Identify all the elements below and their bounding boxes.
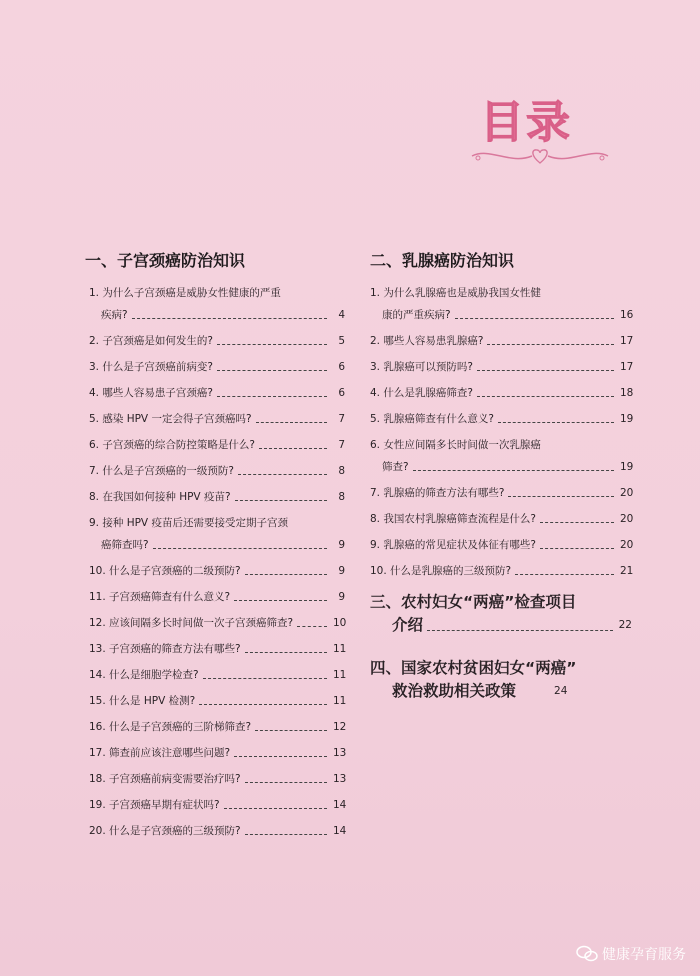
page-number: 8: [338, 491, 345, 503]
section-heading: 二、乳腺癌防治知识: [370, 251, 515, 270]
entry-title-cont: 癌筛查吗?: [101, 539, 149, 551]
dot-leader: [477, 370, 614, 371]
entry-title: 4. 哪些人容易患子宫颈癌?: [89, 387, 213, 399]
dot-leader: [217, 370, 327, 371]
dot-leader: [515, 574, 614, 575]
entry-title: 3. 什么是子宫颈癌前病变?: [89, 361, 213, 373]
dot-leader: [234, 756, 327, 757]
heart-ornament-icon: [470, 145, 610, 167]
entry-title: 14. 什么是细胞学检查?: [89, 669, 199, 681]
page-number: 13: [333, 773, 347, 785]
entry-title: 10. 什么是子宫颈癌的二级预防?: [89, 565, 241, 577]
page-title: 目录: [480, 97, 572, 148]
page-number: 10: [333, 617, 347, 629]
page-number: 14: [333, 799, 347, 811]
section-heading: 一、子宫颈癌防治知识: [85, 251, 246, 270]
dot-leader: [498, 422, 614, 423]
entry-title: 12. 应该间隔多长时间做一次子宫颈癌筛查?: [89, 617, 294, 629]
entry-title: 8. 我国农村乳腺癌筛查流程是什么?: [370, 513, 536, 525]
page-number: 14: [333, 825, 347, 837]
watermark-text: 健康孕育服务: [602, 947, 686, 963]
entry-title: 9. 乳腺癌的常见症状及体征有哪些?: [370, 539, 536, 551]
entry-title: 5. 感染 HPV 一定会得子宫颈癌吗?: [89, 413, 252, 425]
toc-entry[interactable]: [89, 772, 345, 786]
entry-title-cont: 筛查?: [382, 461, 409, 473]
entry-title: 1. 为什么子宫颈癌是威胁女性健康的严重: [89, 287, 281, 299]
toc-entry[interactable]: [370, 360, 632, 374]
dot-leader: [153, 548, 327, 549]
entry-title: 2. 哪些人容易患乳腺癌?: [370, 335, 484, 347]
toc-entry[interactable]: [370, 412, 632, 426]
toc-entry[interactable]: [89, 386, 345, 400]
wechat-icon: [576, 945, 598, 963]
dot-leader: [259, 448, 327, 449]
dot-leader: [245, 574, 327, 575]
page-number: 6: [338, 387, 345, 399]
dot-leader: [235, 500, 327, 501]
page-number: 20: [620, 513, 634, 525]
toc-section-3[interactable]: [370, 592, 632, 636]
page-number: 20: [620, 539, 634, 551]
page-number: 7: [338, 413, 345, 425]
dot-leader: [245, 652, 327, 653]
page-number: 4: [338, 309, 345, 321]
dot-leader: [245, 834, 327, 835]
page-number: 9: [338, 565, 345, 577]
page-number: 17: [620, 361, 634, 373]
entry-title: 7. 什么是子宫颈癌的一级预防?: [89, 465, 234, 477]
page-number: 9: [338, 539, 345, 551]
dot-leader: [255, 730, 327, 731]
toc-entry[interactable]: [370, 334, 632, 348]
dot-leader: [199, 704, 327, 705]
toc-entry[interactable]: [89, 464, 345, 478]
dot-leader: [245, 782, 327, 783]
page-number: 19: [620, 413, 634, 425]
toc-entry[interactable]: [89, 564, 345, 578]
toc-entry[interactable]: [89, 694, 345, 708]
dot-leader: [477, 396, 614, 397]
toc-list: [370, 286, 632, 578]
dot-leader: [413, 470, 614, 471]
dot-leader: [508, 496, 614, 497]
page-number: 17: [620, 335, 634, 347]
entry-title: 9. 接种 HPV 疫苗后还需要接受定期子宫颈: [89, 517, 288, 529]
entry-title: 4. 什么是乳腺癌筛查?: [370, 387, 473, 399]
toc-list: [85, 286, 345, 838]
section-heading-cont: 救治救助相关政策: [392, 682, 517, 700]
entry-title: 7. 乳腺癌的筛查方法有哪些?: [370, 487, 505, 499]
entry-title: 5. 乳腺癌筛查有什么意义?: [370, 413, 494, 425]
dot-leader: [217, 396, 327, 397]
toc-entry[interactable]: [89, 516, 345, 552]
toc-entry[interactable]: [370, 512, 632, 526]
toc-entry[interactable]: [89, 286, 345, 322]
toc-entry[interactable]: [89, 798, 345, 812]
page-number: 16: [620, 309, 634, 321]
toc-entry[interactable]: [370, 438, 632, 474]
page-number: 7: [338, 439, 345, 451]
entry-title: 8. 在我国如何接种 HPV 疫苗?: [89, 491, 231, 503]
dot-leader: [132, 318, 327, 319]
dot-leader: [224, 808, 327, 809]
dot-leader: [234, 600, 327, 601]
dot-leader: [203, 678, 327, 679]
section-heading: 四、国家农村贫困妇女“两癌”: [370, 659, 577, 677]
entry-title: 17. 筛查前应该注意哪些问题?: [89, 747, 231, 759]
dot-leader: [487, 344, 614, 345]
page-number: 18: [620, 387, 634, 399]
toc-entry[interactable]: [89, 590, 345, 604]
page-number: 11: [333, 669, 347, 681]
title-block: [470, 95, 610, 170]
toc-entry[interactable]: [89, 412, 345, 426]
entry-title: 19. 子宫颈癌早期有症状吗?: [89, 799, 220, 811]
toc-entry[interactable]: [89, 668, 345, 682]
section-heading-cont: 介绍: [392, 616, 424, 634]
toc-entry[interactable]: [89, 334, 345, 348]
page-number: 11: [333, 643, 347, 655]
entry-title: 20. 什么是子宫颈癌的三级预防?: [89, 825, 241, 837]
entry-title: 16. 什么是子宫颈癌的三阶梯筛查?: [89, 721, 252, 733]
page-number: 20: [620, 487, 634, 499]
dot-leader: [297, 626, 327, 627]
page-number: 6: [338, 361, 345, 373]
toc-section-4[interactable]: [370, 658, 632, 702]
entry-title: 10. 什么是乳腺癌的三级预防?: [370, 565, 512, 577]
section-breast: [370, 250, 632, 724]
page-number: 24: [554, 685, 568, 697]
toc-entry[interactable]: [370, 538, 632, 552]
dot-leader: [238, 474, 327, 475]
toc-entry[interactable]: [370, 386, 632, 400]
page-number: 19: [620, 461, 634, 473]
dot-leader: [427, 630, 613, 631]
page-number: 9: [338, 591, 345, 603]
entry-title: 13. 子宫颈癌的筛查方法有哪些?: [89, 643, 241, 655]
toc-entry[interactable]: [89, 824, 345, 838]
page-number: 5: [338, 335, 345, 347]
entry-title: 15. 什么是 HPV 检测?: [89, 695, 196, 707]
entry-title: 18. 子宫颈癌前病变需要治疗吗?: [89, 773, 241, 785]
toc-entry[interactable]: [370, 286, 632, 322]
page-number: 21: [620, 565, 634, 577]
toc-entry[interactable]: [89, 616, 345, 630]
page-number: 12: [333, 721, 347, 733]
entry-title-cont: 疾病?: [101, 309, 128, 321]
watermark: [576, 944, 686, 964]
section-heading: 三、农村妇女“两癌”检查项目: [370, 593, 577, 611]
entry-title-cont: 康的严重疾病?: [382, 309, 451, 321]
page-number: 11: [333, 695, 347, 707]
section-cervical: [85, 250, 345, 850]
entry-title: 11. 子宫颈癌筛查有什么意义?: [89, 591, 231, 603]
page-number: 8: [338, 465, 345, 477]
dot-leader: [540, 522, 614, 523]
toc-entry[interactable]: [370, 564, 632, 578]
toc-entry[interactable]: [89, 746, 345, 760]
entry-title: 6. 子宫颈癌的综合防控策略是什么?: [89, 439, 255, 451]
toc-entry[interactable]: [89, 642, 345, 656]
toc-entry[interactable]: [370, 486, 632, 500]
toc-entry[interactable]: [89, 490, 345, 504]
dot-leader: [217, 344, 327, 345]
toc-entry[interactable]: [89, 720, 345, 734]
toc-entry[interactable]: [89, 360, 345, 374]
dot-leader: [540, 548, 614, 549]
entry-title: 6. 女性应间隔多长时间做一次乳腺癌: [370, 439, 541, 451]
dot-leader: [256, 422, 327, 423]
entry-title: 1. 为什么乳腺癌也是威胁我国女性健: [370, 287, 541, 299]
entry-title: 3. 乳腺癌可以预防吗?: [370, 361, 473, 373]
page-number: 22: [618, 619, 632, 631]
page-number: 13: [333, 747, 347, 759]
dot-leader: [455, 318, 614, 319]
entry-title: 2. 子宫颈癌是如何发生的?: [89, 335, 213, 347]
toc-entry[interactable]: [89, 438, 345, 452]
